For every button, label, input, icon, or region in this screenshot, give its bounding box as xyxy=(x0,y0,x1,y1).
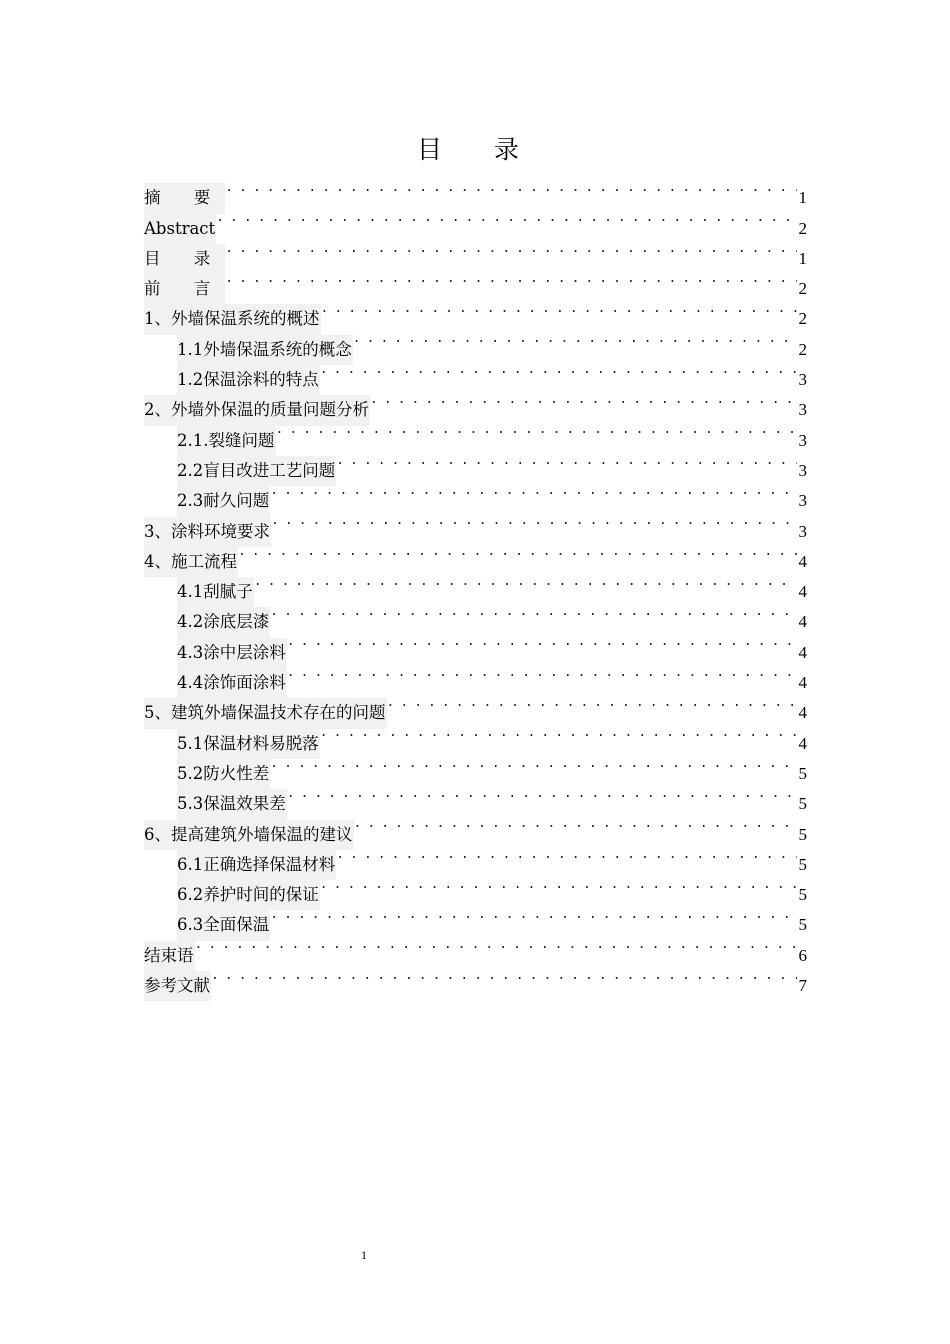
toc-entry-page: 4 xyxy=(798,612,807,632)
toc-leader-dots xyxy=(254,567,797,597)
toc-entry[interactable] xyxy=(144,173,807,208)
toc-entry[interactable] xyxy=(144,264,807,299)
toc-entry[interactable] xyxy=(144,930,807,965)
toc-entry-page: 3 xyxy=(798,491,807,511)
toc-entry-label: 2.3耐久问题 xyxy=(177,486,270,516)
toc-entry-page: 1 xyxy=(798,188,807,208)
toc-entry-label: 1.2保温涂料的特点 xyxy=(177,365,320,395)
toc-entry-page: 5 xyxy=(798,763,807,783)
toc-leader-dots xyxy=(320,355,797,385)
toc-entry-label: 5.2防火性差 xyxy=(177,759,270,789)
toc-entry-label: 5.1保温材料易脱落 xyxy=(177,729,320,759)
toc-entry-label: 4.3涂中层涂料 xyxy=(177,638,287,668)
toc-entry-label: 2、外墙外保温的质量问题分析 xyxy=(144,395,370,425)
toc-entry-label: 6.2养护时间的保证 xyxy=(177,880,320,910)
toc-leader-dots xyxy=(276,415,797,445)
toc-entry[interactable] xyxy=(144,537,807,571)
toc-entry-page: 2 xyxy=(798,339,807,359)
page-title: 目 录 xyxy=(417,135,541,164)
toc-leader-dots xyxy=(195,930,797,960)
toc-entry-page: 2 xyxy=(798,218,807,238)
toc-entry-label: 6.3全面保温 xyxy=(177,910,270,940)
toc-entry-page: 4 xyxy=(798,703,807,723)
toc-leader-dots xyxy=(225,173,796,203)
toc-entry-label: 3、涂料环境要求 xyxy=(144,517,271,547)
toc-entry-label: 4.1刮腻子 xyxy=(177,577,254,607)
toc-entry-label: 1.1外墙保温系统的概念 xyxy=(177,335,353,365)
toc-leader-dots xyxy=(270,900,796,930)
toc-entry-page: 5 xyxy=(798,915,807,935)
toc-entry-page: 7 xyxy=(798,976,807,996)
toc-leader-dots xyxy=(211,961,797,991)
toc-entry-page: 4 xyxy=(798,582,807,602)
toc-entry-page: 4 xyxy=(798,642,807,662)
toc-entry-page: 5 xyxy=(798,824,807,844)
toc-leader-dots xyxy=(387,688,797,718)
toc-leader-dots xyxy=(270,597,796,627)
toc-entry-page: 2 xyxy=(798,279,807,299)
toc-entry-page: 4 xyxy=(798,673,807,693)
toc-entry-label: 4.4涂饰面涂料 xyxy=(177,668,287,698)
toc-entry-page: 3 xyxy=(798,430,807,450)
toc-leader-dots xyxy=(321,294,797,324)
toc-leader-dots xyxy=(270,476,796,506)
toc-entry-label: 2.1.裂缝问题 xyxy=(177,426,276,456)
toc-leader-dots xyxy=(238,537,797,567)
toc-entry-label: 结束语 xyxy=(144,941,195,971)
toc-entry-label: 1、外墙保温系统的概述 xyxy=(144,304,321,334)
toc-entry-page: 3 xyxy=(798,521,807,541)
toc-entry[interactable] xyxy=(144,203,807,238)
table-of-contents xyxy=(144,173,807,996)
toc-entry-page: 3 xyxy=(798,370,807,390)
toc-entry-label: 参考文献 xyxy=(144,971,211,1001)
toc-entry-label: Abstract xyxy=(144,214,216,244)
toc-entry[interactable] xyxy=(144,234,807,268)
toc-leader-dots xyxy=(370,385,797,415)
toc-entry-label: 6、提高建筑外墙保温的建议 xyxy=(144,820,354,850)
toc-leader-dots xyxy=(354,809,797,839)
page-number: 1 xyxy=(361,1248,367,1262)
toc-entry-page: 3 xyxy=(798,400,807,420)
toc-leader-dots xyxy=(287,627,797,657)
toc-entry-page: 5 xyxy=(798,885,807,905)
toc-entry-page: 6 xyxy=(798,945,807,965)
toc-entry-label: 6.1正确选择保温材料 xyxy=(177,850,336,880)
toc-leader-dots xyxy=(336,446,796,476)
toc-entry-label: 4.2涂底层漆 xyxy=(177,607,270,637)
toc-entry-label: 5.3保温效果差 xyxy=(177,789,287,819)
toc-entry-page: 2 xyxy=(798,309,807,329)
toc-leader-dots xyxy=(320,870,797,900)
toc-entry-label: 4、施工流程 xyxy=(144,547,238,577)
toc-entry[interactable] xyxy=(144,567,807,602)
toc-entry-label: 前 言 xyxy=(144,274,225,304)
toc-leader-dots xyxy=(287,658,797,688)
toc-entry-label: 2.2盲目改进工艺问题 xyxy=(177,456,336,486)
toc-entry-page: 1 xyxy=(798,248,807,268)
toc-leader-dots xyxy=(353,324,797,354)
toc-leader-dots xyxy=(225,234,796,264)
toc-leader-dots xyxy=(216,203,796,233)
toc-entry-page: 4 xyxy=(798,551,807,571)
toc-entry[interactable] xyxy=(144,961,807,996)
toc-entry-page: 5 xyxy=(798,794,807,814)
toc-leader-dots xyxy=(320,718,797,748)
toc-entry-label: 目 录 xyxy=(144,244,225,274)
toc-leader-dots xyxy=(270,749,796,779)
toc-entry-label: 5、建筑外墙保温技术存在的问题 xyxy=(144,698,387,728)
toc-leader-dots xyxy=(336,840,796,870)
toc-entry[interactable] xyxy=(144,294,807,329)
toc-entry-page: 4 xyxy=(798,733,807,753)
toc-entry-page: 5 xyxy=(798,854,807,874)
toc-leader-dots xyxy=(287,779,797,809)
toc-entry-page: 3 xyxy=(798,460,807,480)
toc-leader-dots xyxy=(271,506,797,536)
toc-entry-label: 摘 要 xyxy=(144,183,225,213)
toc-leader-dots xyxy=(225,264,796,294)
